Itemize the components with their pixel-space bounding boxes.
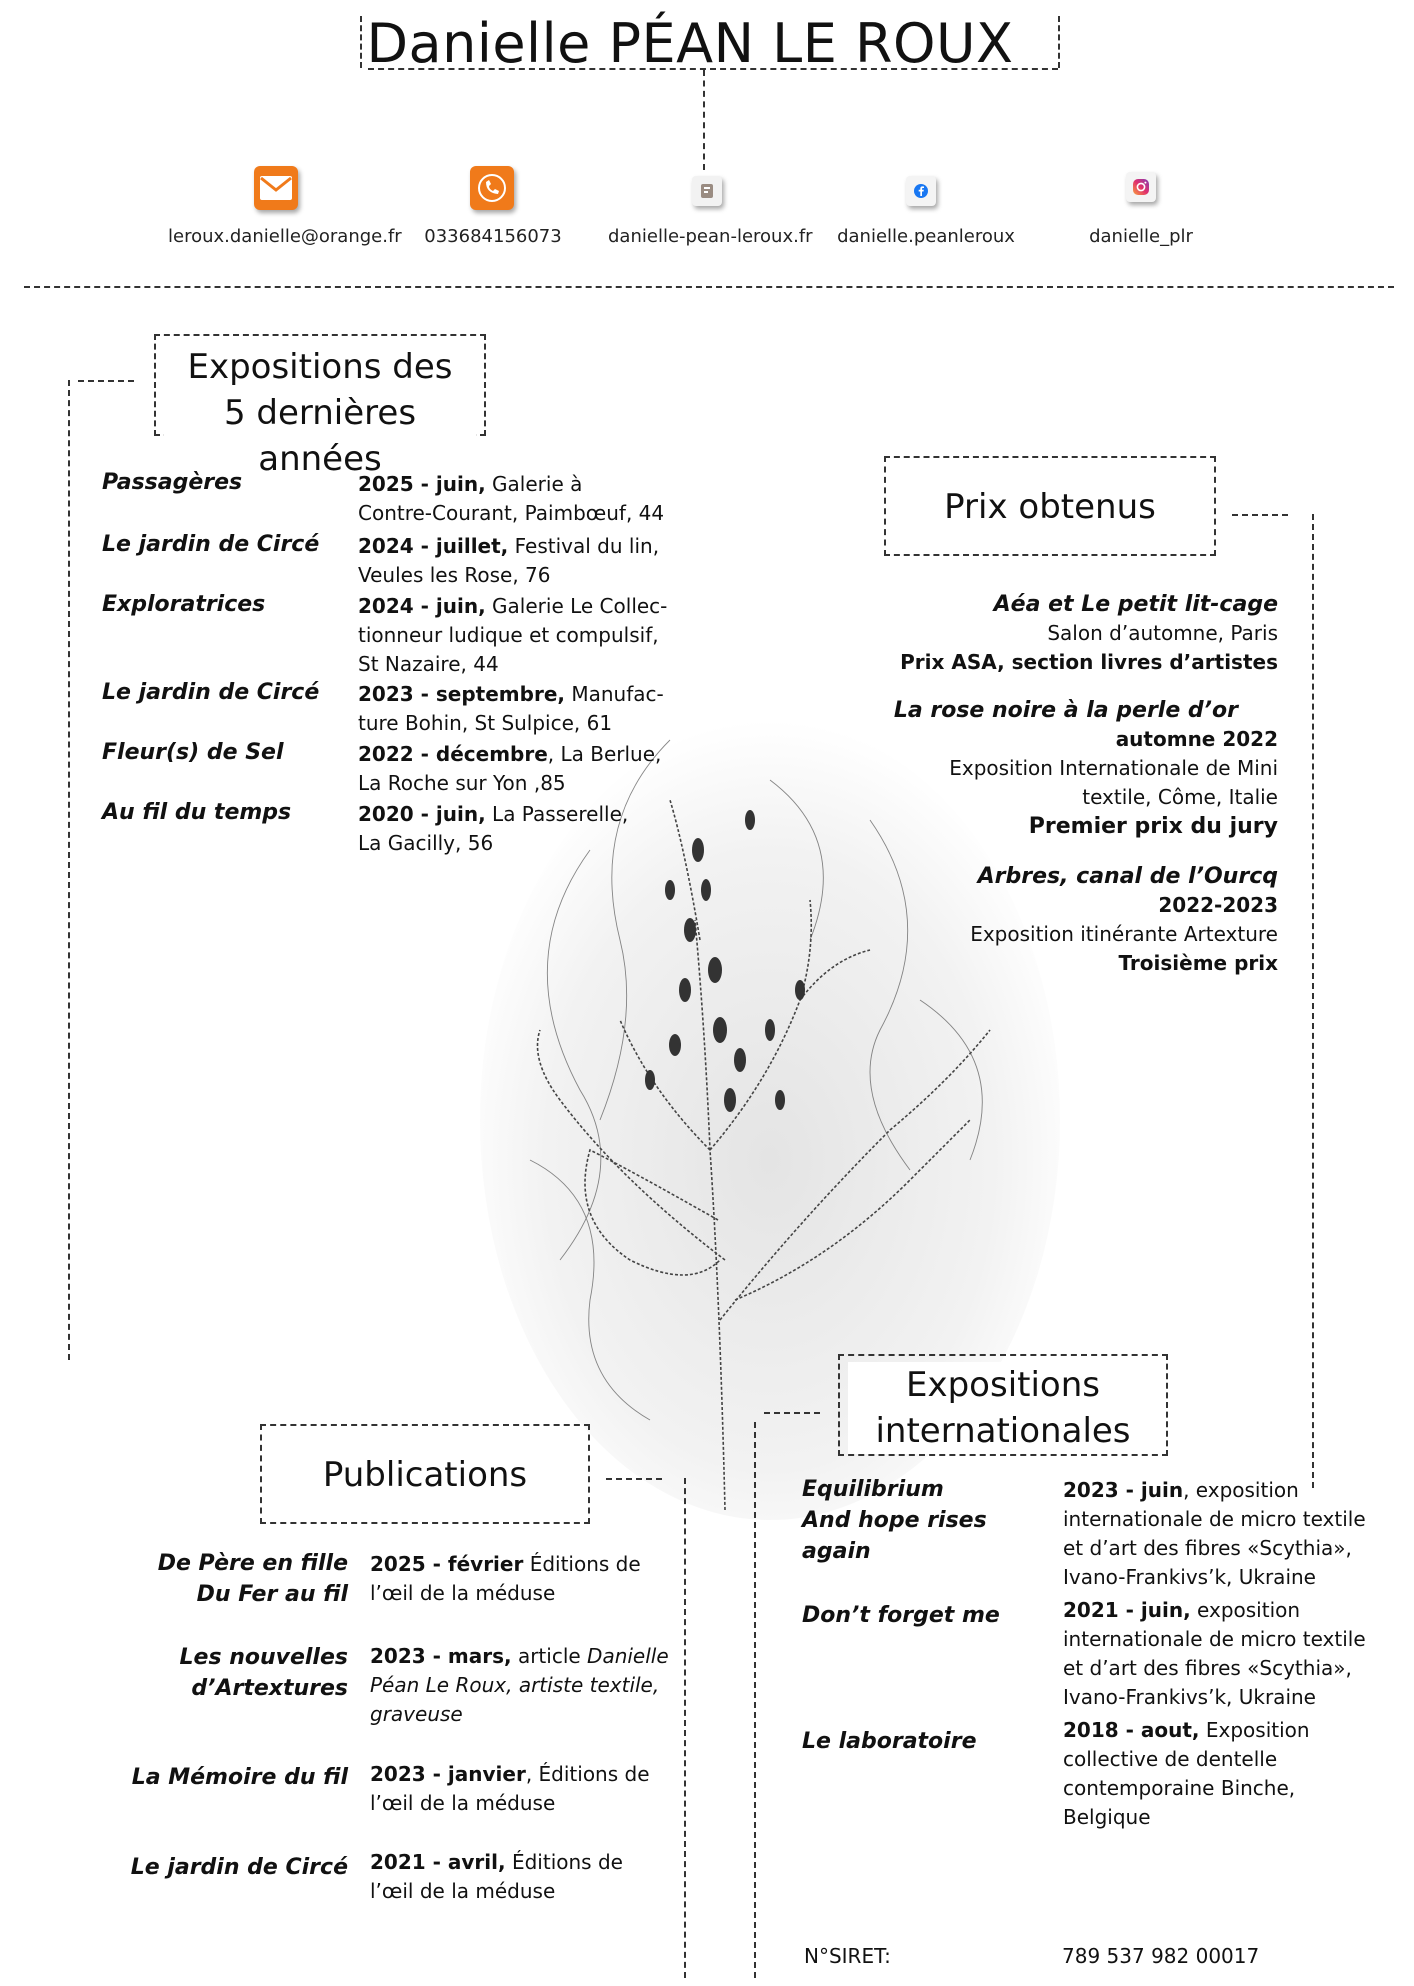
page-title: Danielle PÉAN LE ROUX <box>366 12 1014 75</box>
expo-entry-3: 2024 - juin, Galerie Le Collec- tionneur ludique et compulsif, St Nazaire, 44 <box>358 594 668 676</box>
internationales-connector-h <box>764 1412 820 1414</box>
internationales-connector-v <box>754 1422 756 1978</box>
contact-facebook[interactable]: danielle.peanleroux <box>837 226 1015 247</box>
expo-title-3: Exploratrices <box>102 592 266 617</box>
mail-icon[interactable] <box>254 166 298 210</box>
publications-heading: Publications <box>270 1452 580 1498</box>
prize-3: Arbres, canal de l’Ourcq 2022-2023 Exposition itinérante Artexture Troisième prix <box>970 864 1278 975</box>
expo-entry-5: 2022 - décembre, La Berlue, La Roche sur Yon ,85 <box>358 742 662 795</box>
pub-title-4: Le jardin de Circé <box>130 1855 348 1880</box>
int-entry-2: 2021 - juin, exposition internationale de micro textile et d’art des fibres «Scythia», Ivano-Frankivs’k, Ukraine <box>1063 1598 1366 1709</box>
int-title-3: Le laboratoire <box>802 1729 977 1754</box>
internationales-heading-line1: Expositions <box>848 1362 1158 1408</box>
prix-connector-v <box>1312 514 1314 1488</box>
instagram-icon[interactable] <box>1126 172 1156 202</box>
header-divider <box>24 286 1394 288</box>
pub-entry-4: 2021 - avril, Éditions de l’œil de la méduse <box>370 1850 623 1903</box>
expositions-heading-line2: 5 dernières années <box>164 390 476 482</box>
siret-label: N°SIRET: <box>804 1944 891 1968</box>
expositions-connector-v <box>68 380 70 1360</box>
expositions-heading-line1: Expositions des <box>164 344 476 390</box>
pub-title-3: La Mémoire du fil <box>131 1765 348 1790</box>
contact-website[interactable]: danielle-pean-leroux.fr <box>608 226 813 247</box>
pub-entry-1: 2025 - février Éditions de l’œil de la méduse <box>370 1552 641 1605</box>
expo-title-6: Au fil du temps <box>102 800 292 825</box>
prize-1: Aéa et Le petit lit-cage Salon d’automne, Paris Prix ASA, section livres d’artistes <box>900 592 1278 674</box>
expo-title-1: Passagères <box>102 470 243 495</box>
facebook-icon[interactable] <box>906 176 936 206</box>
int-title-1: Equilibrium And hope rises again <box>802 1477 987 1564</box>
website-icon[interactable] <box>692 176 722 206</box>
contact-instagram[interactable]: danielle_plr <box>1089 226 1193 247</box>
phone-icon[interactable] <box>470 166 514 210</box>
prix-connector-h <box>1232 514 1288 516</box>
expo-title-2: Le jardin de Circé <box>102 532 320 557</box>
int-entry-1: 2023 - juin, exposition internationale de micro textile et d’art des fibres «Scythia», Ivano-Frankivs’k, Ukraine <box>1063 1478 1366 1589</box>
expo-entry-1: 2025 - juin, Galerie à Contre-Courant, Paimbœuf, 44 <box>358 472 665 525</box>
prize-2: La rose noire à la perle d’or automne 2022 Exposition Internationale de Mini textile, Côme, Italie Premier prix du jury <box>893 698 1278 839</box>
publications-connector-v <box>684 1478 686 1978</box>
header-frame-right <box>1058 16 1060 68</box>
int-title-2: Don’t forget me <box>802 1603 1000 1628</box>
pub-title-2: Les nouvelles d’Artextures <box>179 1645 348 1701</box>
expositions-connector-h <box>78 380 134 382</box>
header-connector <box>703 70 705 170</box>
prix-heading: Prix obtenus <box>894 484 1206 530</box>
siret-value: 789 537 982 00017 <box>1062 1944 1260 1968</box>
contact-phone[interactable]: 033684156073 <box>424 226 562 247</box>
pub-title-1: De Père en fille Du Fer au fil <box>157 1551 348 1607</box>
int-entry-3: 2018 - aout, Exposition collective de dentelle contemporaine Binche, Belgique <box>1063 1718 1310 1829</box>
pub-entry-2: 2023 - mars, article Danielle Péan Le Roux, artiste textile, graveuse <box>370 1644 669 1726</box>
expo-title-5: Fleur(s) de Sel <box>102 740 284 765</box>
expo-entry-6: 2020 - juin, La Passerelle, La Gacilly, 56 <box>358 802 629 855</box>
expo-entry-2: 2024 - juillet, Festival du lin, Veules les Rose, 76 <box>358 534 660 587</box>
publications-connector-h <box>606 1478 662 1480</box>
expo-title-4: Le jardin de Circé <box>102 680 320 705</box>
contact-email[interactable]: leroux.danielle@orange.fr <box>168 226 402 247</box>
internationales-heading-line2: internationales <box>848 1408 1158 1454</box>
pub-entry-3: 2023 - janvier, Éditions de l’œil de la méduse <box>370 1762 650 1815</box>
expo-entry-4: 2023 - septembre, Manufac- ture Bohin, St Sulpice, 61 <box>358 682 664 735</box>
